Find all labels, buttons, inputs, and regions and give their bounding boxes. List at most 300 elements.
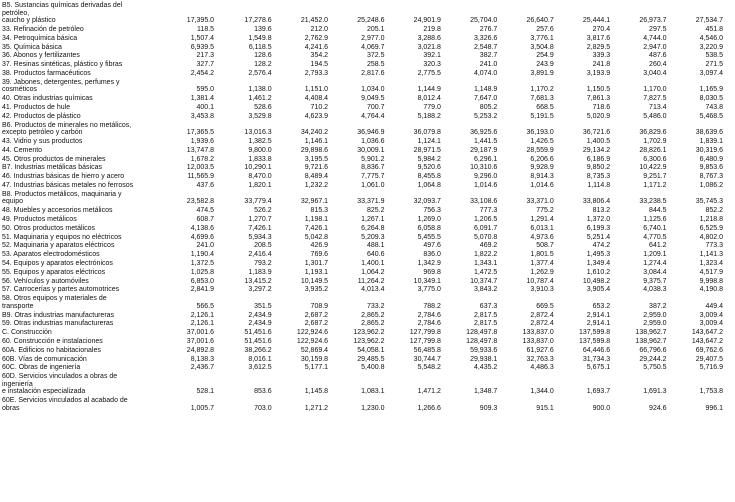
- value-cell: 9,928.9: [530, 164, 554, 172]
- value-cell: 30,319.6: [695, 146, 723, 154]
- value-cell: 66,796.6: [639, 346, 667, 354]
- value-cell: 1,232.2: [304, 182, 329, 189]
- table-row: [0, 338, 735, 347]
- value-cell: 793.2: [254, 260, 272, 267]
- value-cell: 33,371.9: [357, 198, 385, 206]
- value-cell: 5,675.1: [586, 364, 611, 372]
- value-cell: 139.6: [254, 26, 272, 33]
- value-cell: 488.1: [366, 242, 385, 250]
- value-cell: 2,548.7: [473, 43, 498, 51]
- value-cell: 6,264.8: [361, 224, 385, 232]
- table-row: [0, 147, 735, 156]
- value-cell: 1,400.1: [361, 260, 385, 267]
- table-row: [0, 173, 735, 182]
- value-cell: 28,559.9: [526, 146, 554, 154]
- row-label: [2, 295, 137, 310]
- row-label: [2, 138, 137, 146]
- value-cell: 123,962.2: [353, 329, 385, 337]
- value-cell: 241.8: [592, 61, 611, 69]
- row-label-line: B5. Sustancias químicas derivadas del: [2, 2, 123, 9]
- table-row: [0, 104, 735, 113]
- table-row: [0, 320, 735, 329]
- value-cell: 61,927.6: [526, 346, 554, 354]
- value-cell: 1,190.4: [190, 251, 215, 259]
- value-cell: 2,865.2: [361, 320, 385, 328]
- table-row: [0, 122, 735, 138]
- value-cell: 13,415.2: [244, 277, 272, 285]
- value-cell: 6,118.5: [248, 43, 272, 51]
- value-cell: 9,251.7: [643, 173, 667, 181]
- value-cell: 4,517.9: [699, 268, 723, 276]
- value-cell: 36,829.6: [639, 129, 667, 137]
- value-cell: 1,198.1: [304, 216, 329, 223]
- value-cell: 143,647.2: [691, 329, 723, 337]
- value-cell: 2,977.0: [361, 34, 385, 42]
- value-cell: 33,371.0: [526, 198, 554, 206]
- row-label: [2, 251, 137, 259]
- value-cell: 17,395.0: [186, 17, 215, 25]
- value-cell: 1,005.7: [190, 404, 215, 412]
- value-cell: 2,436.7: [190, 364, 215, 372]
- table-row: [0, 242, 735, 251]
- value-cell: 1,170.0: [643, 86, 667, 94]
- value-cell: 38,639.6: [695, 129, 723, 137]
- value-cell: 3,195.5: [304, 155, 329, 163]
- value-cell: 1,471.2: [417, 388, 441, 396]
- value-cell: 1,138.0: [248, 86, 272, 94]
- value-cell: 2,817.5: [473, 311, 498, 319]
- value-cell: 779.0: [423, 104, 441, 111]
- row-label-line: excepto petróleo y carbón: [2, 129, 83, 137]
- table-row: [0, 278, 735, 287]
- value-cell: 2,126.1: [190, 320, 215, 328]
- value-cell: 1,183.9: [248, 268, 272, 276]
- table-row: [0, 373, 735, 397]
- table-row: [0, 329, 735, 338]
- value-cell: 1,271.2: [304, 404, 329, 412]
- value-cell: 1,270.7: [248, 216, 272, 223]
- table-row: [0, 61, 735, 70]
- row-label: [2, 44, 137, 52]
- value-cell: 5,984.2: [417, 155, 441, 163]
- value-cell: 327.7: [196, 61, 215, 69]
- value-cell: 32,093.7: [413, 198, 441, 206]
- value-cell: 1,262.9: [530, 268, 554, 276]
- table-row: [0, 191, 735, 207]
- value-cell: 3,817.6: [586, 34, 611, 42]
- row-label-line: 60C. Obras de ingeniería: [2, 364, 81, 372]
- value-cell: 7,861.3: [586, 95, 611, 103]
- value-cell: 4,744.0: [643, 34, 667, 42]
- value-cell: 3,193.9: [586, 70, 611, 77]
- value-cell: 34,240.2: [300, 129, 329, 137]
- value-cell: 788.2: [423, 302, 441, 310]
- value-cell: 538.5: [705, 52, 723, 60]
- row-label-line: 59. Otras industrias manufactureras: [2, 320, 114, 328]
- value-cell: 825.2: [366, 207, 385, 215]
- table-row: [0, 234, 735, 243]
- value-cell: 1,141.3: [699, 251, 723, 259]
- table-row: [0, 251, 735, 260]
- row-label-line: 48. Muebles y accesorios metálicos: [2, 207, 113, 215]
- value-cell: 5,716.9: [699, 364, 723, 372]
- row-label-line: e instalación especializada: [2, 388, 86, 396]
- value-cell: 29,187.9: [470, 146, 498, 154]
- value-cell: 138,962.7: [635, 338, 667, 345]
- row-label-line: 41. Productos de hule: [2, 104, 71, 111]
- value-cell: 1,753.8: [699, 388, 723, 396]
- value-cell: 30,744.7: [413, 355, 441, 363]
- value-cell: 122,924.6: [296, 329, 329, 337]
- value-cell: 9,296.0: [473, 173, 498, 181]
- value-cell: 713.4: [649, 104, 667, 111]
- value-cell: 2,865.2: [361, 311, 385, 319]
- row-label: [2, 356, 137, 364]
- value-cell: 17,278.6: [244, 17, 272, 25]
- value-cell: 32,763.3: [526, 355, 554, 363]
- value-cell: 4,546.0: [699, 34, 723, 42]
- value-cell: 351.5: [254, 302, 272, 310]
- row-label: [2, 79, 137, 94]
- value-cell: 5,251.4: [586, 233, 611, 241]
- value-cell: 3,891.9: [530, 70, 554, 77]
- row-label: [2, 26, 137, 34]
- value-cell: 2,872.4: [530, 320, 554, 328]
- table-row: [0, 295, 735, 311]
- table-row: [0, 70, 735, 79]
- row-label-line: B7. Industrias metálicas básicas: [2, 164, 102, 172]
- value-cell: 27,534.7: [695, 17, 723, 25]
- value-cell: 4,138.6: [190, 224, 215, 232]
- value-cell: 1,702.9: [643, 138, 667, 145]
- value-cell: 28,826.1: [639, 146, 667, 154]
- value-cell: 1,382.5: [248, 138, 272, 145]
- value-cell: 128,497.8: [466, 338, 498, 345]
- value-cell: 1,266.6: [417, 404, 441, 412]
- value-cell: 4,973.6: [530, 233, 554, 241]
- value-cell: 6,199.3: [586, 224, 611, 232]
- row-label-line: C. Construcción: [2, 329, 52, 337]
- value-cell: 653.2: [592, 302, 611, 310]
- value-cell: 2,914.1: [586, 311, 611, 319]
- value-cell: 51,451.6: [244, 329, 272, 337]
- value-cell: 1,693.7: [586, 388, 611, 396]
- value-cell: 5,191.5: [530, 112, 554, 120]
- value-cell: 8,138.3: [190, 355, 215, 363]
- value-cell: 5,188.2: [417, 112, 441, 120]
- value-cell: 29,898.6: [300, 146, 329, 154]
- row-label-line: 60. Construcción e instalaciones: [2, 338, 103, 345]
- row-label: [2, 269, 137, 277]
- value-cell: 9,853.6: [699, 164, 723, 172]
- value-cell: 815.3: [310, 207, 329, 215]
- value-cell: 8,012.4: [417, 95, 441, 103]
- value-cell: 3,009.4: [699, 311, 723, 319]
- row-label-line: obras: [2, 404, 20, 412]
- value-cell: 2,434.9: [248, 320, 272, 328]
- row-label-line: 36. Abonos y fertilizantes: [2, 52, 80, 60]
- value-cell: 241.0: [196, 242, 215, 250]
- value-cell: 4,408.4: [304, 95, 329, 103]
- value-cell: 3,775.0: [417, 286, 441, 294]
- value-cell: 37,001.6: [186, 329, 215, 337]
- value-cell: 21,452.0: [300, 17, 329, 25]
- value-cell: 6,206.6: [530, 155, 554, 163]
- value-cell: 5,177.1: [304, 364, 329, 372]
- value-cell: 33,108.6: [470, 198, 498, 206]
- row-label: [2, 191, 137, 206]
- row-label-line: 60A. Edificios no habitacionales: [2, 346, 101, 354]
- value-cell: 2,576.4: [248, 70, 272, 77]
- value-cell: 243.9: [536, 61, 554, 69]
- row-label: [2, 52, 137, 60]
- value-cell: 640.6: [366, 251, 385, 259]
- value-cell: 1,145.8: [304, 388, 329, 396]
- value-cell: 6,013.1: [530, 224, 554, 232]
- value-cell: 4,435.2: [473, 364, 498, 372]
- value-cell: 17,365.5: [186, 129, 215, 137]
- value-cell: 1,267.1: [361, 216, 385, 223]
- value-cell: 123,962.2: [353, 338, 385, 345]
- value-cell: 743.8: [705, 104, 723, 111]
- value-cell: 354.2: [310, 52, 329, 60]
- value-cell: 1,691.3: [643, 388, 667, 396]
- value-cell: 3,453.8: [190, 112, 215, 120]
- row-label: [2, 373, 137, 396]
- row-label-line: B6. Productos de minerales no metálicos,: [2, 121, 132, 129]
- table-row: [0, 52, 735, 61]
- value-cell: 36,925.6: [470, 129, 498, 137]
- value-cell: 1,170.2: [530, 86, 554, 94]
- value-cell: 11,565.9: [187, 173, 215, 181]
- value-cell: 1,083.1: [361, 388, 385, 396]
- value-cell: 64,446.6: [582, 346, 611, 354]
- table-row: [0, 216, 735, 225]
- value-cell: 669.5: [536, 302, 554, 310]
- value-cell: 2,817.6: [361, 70, 385, 77]
- value-cell: 1,193.1: [304, 268, 329, 276]
- value-cell: 2,959.0: [643, 311, 667, 319]
- value-cell: 3,021.8: [417, 43, 441, 51]
- table-row: [0, 44, 735, 53]
- value-cell: 1,144.9: [417, 86, 441, 94]
- row-label-line: 44. Cemento: [2, 146, 43, 154]
- value-cell: 5,750.5: [643, 364, 667, 372]
- value-cell: 3,910.3: [530, 286, 554, 294]
- table-row: [0, 79, 735, 95]
- value-cell: 1,820.1: [248, 182, 272, 189]
- value-cell: 25,248.6: [357, 17, 385, 25]
- row-label-line: 60B. Vías de comunicación: [2, 355, 87, 363]
- value-cell: 10,310.6: [470, 164, 498, 172]
- value-cell: 836.0: [423, 251, 441, 259]
- value-cell: 756.3: [423, 207, 441, 215]
- table-row: [0, 164, 735, 173]
- value-cell: 909.3: [479, 404, 498, 412]
- value-cell: 36,193.0: [526, 129, 554, 137]
- value-cell: 3,529.8: [248, 112, 272, 120]
- table-row: [0, 347, 735, 356]
- value-cell: 4,623.9: [304, 112, 329, 120]
- value-cell: 36,946.9: [357, 129, 385, 137]
- row-label-line: 52. Maquinaria y aparatos eléctricos: [2, 242, 115, 250]
- row-label: [2, 260, 137, 268]
- value-cell: 6,939.5: [190, 43, 215, 51]
- value-cell: 7,827.5: [643, 95, 667, 103]
- value-cell: 11,264.2: [357, 277, 385, 285]
- row-label-line: 47. Industrias básicas metales no ferrosos: [2, 182, 134, 189]
- value-cell: 2,416.4: [248, 251, 272, 259]
- row-label-line: 57. Carrocerías y partes automotrices: [2, 286, 120, 294]
- row-label-line: 53. Aparatos electrodomésticos: [2, 251, 100, 259]
- value-cell: 700.7: [366, 104, 385, 111]
- value-cell: 924.6: [649, 404, 667, 412]
- value-cell: 8,016.1: [248, 355, 272, 363]
- value-cell: 526.2: [254, 207, 272, 215]
- value-cell: 138,962.7: [635, 329, 667, 337]
- value-cell: 1,839.1: [699, 138, 723, 145]
- value-cell: 1,171.2: [643, 182, 667, 189]
- table-row: [0, 260, 735, 269]
- row-label: [2, 95, 137, 103]
- value-cell: 2,454.2: [190, 70, 215, 77]
- row-label-line: ingeniería: [2, 380, 33, 388]
- value-cell: 4,770.5: [643, 233, 667, 241]
- value-cell: 1,377.4: [530, 260, 554, 267]
- value-cell: 127,799.8: [409, 329, 441, 337]
- value-cell: 9,375.7: [643, 277, 667, 285]
- value-cell: 1,146.1: [304, 138, 329, 145]
- value-cell: 1,291.4: [530, 216, 554, 223]
- value-cell: 3,326.6: [473, 34, 498, 42]
- value-cell: 1,014.6: [530, 182, 554, 189]
- row-label-line: 51. Maquinaria y equipos no eléctricos: [2, 233, 122, 241]
- value-cell: 339.3: [592, 52, 611, 60]
- value-cell: 6,525.9: [699, 224, 723, 232]
- value-cell: 7,426.1: [304, 224, 329, 232]
- value-cell: 1,801.5: [530, 251, 554, 259]
- value-cell: 668.5: [536, 104, 554, 111]
- value-cell: 1,507.4: [190, 34, 215, 42]
- value-cell: 1,274.4: [643, 260, 667, 267]
- value-cell: 9,850.2: [586, 164, 611, 172]
- value-cell: 2,784.6: [417, 320, 441, 328]
- value-cell: 54,058.1: [357, 346, 385, 354]
- value-cell: 641.2: [649, 242, 667, 250]
- row-label-line: 42. Productos de plástico: [2, 112, 81, 120]
- value-cell: 13,016.3: [244, 129, 272, 137]
- value-cell: 372.5: [366, 52, 385, 60]
- row-label: [2, 70, 137, 78]
- row-label-line: 35. Química básica: [2, 43, 62, 51]
- value-cell: 10,149.5: [300, 277, 329, 285]
- row-label-line: 43. Vidrio y sus productos: [2, 138, 83, 145]
- value-cell: 1,348.7: [473, 388, 498, 396]
- value-cell: 3,040.4: [643, 70, 667, 77]
- value-cell: 426.9: [310, 242, 329, 250]
- value-cell: 3,504.8: [530, 43, 554, 51]
- value-cell: 844.5: [649, 207, 667, 215]
- table-row: [0, 95, 735, 104]
- value-cell: 4,764.4: [361, 112, 385, 120]
- table-row: [0, 225, 735, 234]
- value-cell: 4,190.8: [699, 286, 723, 294]
- value-cell: 3,843.2: [473, 286, 498, 294]
- value-cell: 8,455.8: [417, 173, 441, 181]
- value-cell: 3,097.4: [699, 70, 723, 77]
- value-cell: 718.6: [592, 104, 611, 111]
- row-label-line: transporte: [2, 302, 34, 310]
- table-row: [0, 312, 735, 321]
- table-row: [0, 207, 735, 216]
- value-cell: 5,400.8: [361, 364, 385, 372]
- value-cell: 118.5: [197, 26, 215, 33]
- row-label-line: petróleo,: [2, 9, 30, 17]
- value-cell: 2,914.1: [586, 320, 611, 328]
- value-cell: 205.1: [366, 26, 385, 33]
- value-cell: 212.0: [310, 26, 329, 33]
- value-cell: 6,296.1: [473, 155, 498, 163]
- value-cell: 5,468.5: [699, 112, 723, 120]
- value-cell: 3,084.4: [643, 268, 667, 276]
- row-label-line: 50. Otros productos metálicos: [2, 224, 95, 232]
- value-cell: 9,721.6: [304, 164, 329, 172]
- row-label-line: caucho y plástico: [2, 17, 56, 25]
- value-cell: 128.6: [254, 52, 272, 60]
- value-cell: 708.9: [310, 302, 329, 310]
- row-label-line: 46. Industrias básicas de hierro y acero: [2, 173, 125, 181]
- value-cell: 33,779.4: [244, 198, 272, 206]
- row-label: [2, 312, 137, 320]
- row-label: [2, 207, 137, 215]
- value-cell: 2,126.1: [190, 311, 215, 319]
- row-label-line: B9. Otras industrias manufactureras: [2, 311, 115, 319]
- value-cell: 4,038.3: [643, 286, 667, 294]
- table-row: [0, 113, 735, 122]
- row-label: [2, 329, 137, 337]
- value-cell: 996.1: [705, 404, 723, 412]
- value-cell: 56,485.8: [413, 346, 441, 354]
- value-cell: 24,901.9: [413, 17, 441, 25]
- row-label-line: 40. Otras industrias químicas: [2, 95, 93, 103]
- value-cell: 10,498.2: [582, 277, 611, 285]
- value-cell: 1,034.0: [361, 86, 385, 94]
- value-cell: 297.5: [649, 26, 667, 33]
- value-cell: 35,745.3: [695, 198, 723, 206]
- value-cell: 1,150.5: [586, 86, 611, 94]
- value-cell: 1,064.2: [361, 268, 385, 276]
- value-cell: 137,599.8: [579, 329, 611, 337]
- value-cell: 1,218.8: [699, 216, 723, 223]
- value-cell: 133,837.0: [522, 338, 554, 345]
- value-cell: 508.7: [536, 242, 554, 250]
- row-label: [2, 338, 137, 346]
- value-cell: 5,253.2: [473, 112, 498, 120]
- value-cell: 1,064.8: [417, 182, 441, 189]
- value-cell: 2,434.9: [248, 311, 272, 319]
- value-cell: 1,323.4: [699, 260, 723, 267]
- value-cell: 1,014.6: [473, 182, 498, 189]
- value-cell: 4,802.0: [699, 233, 723, 241]
- value-cell: 1,165.9: [699, 86, 723, 94]
- row-label: [2, 397, 137, 412]
- row-label: [2, 104, 137, 112]
- value-cell: 271.5: [705, 61, 723, 69]
- value-cell: 3,612.5: [248, 364, 272, 372]
- value-cell: 5,455.5: [417, 233, 441, 241]
- value-cell: 8,489.4: [304, 173, 329, 181]
- value-cell: 3,935.2: [304, 286, 329, 294]
